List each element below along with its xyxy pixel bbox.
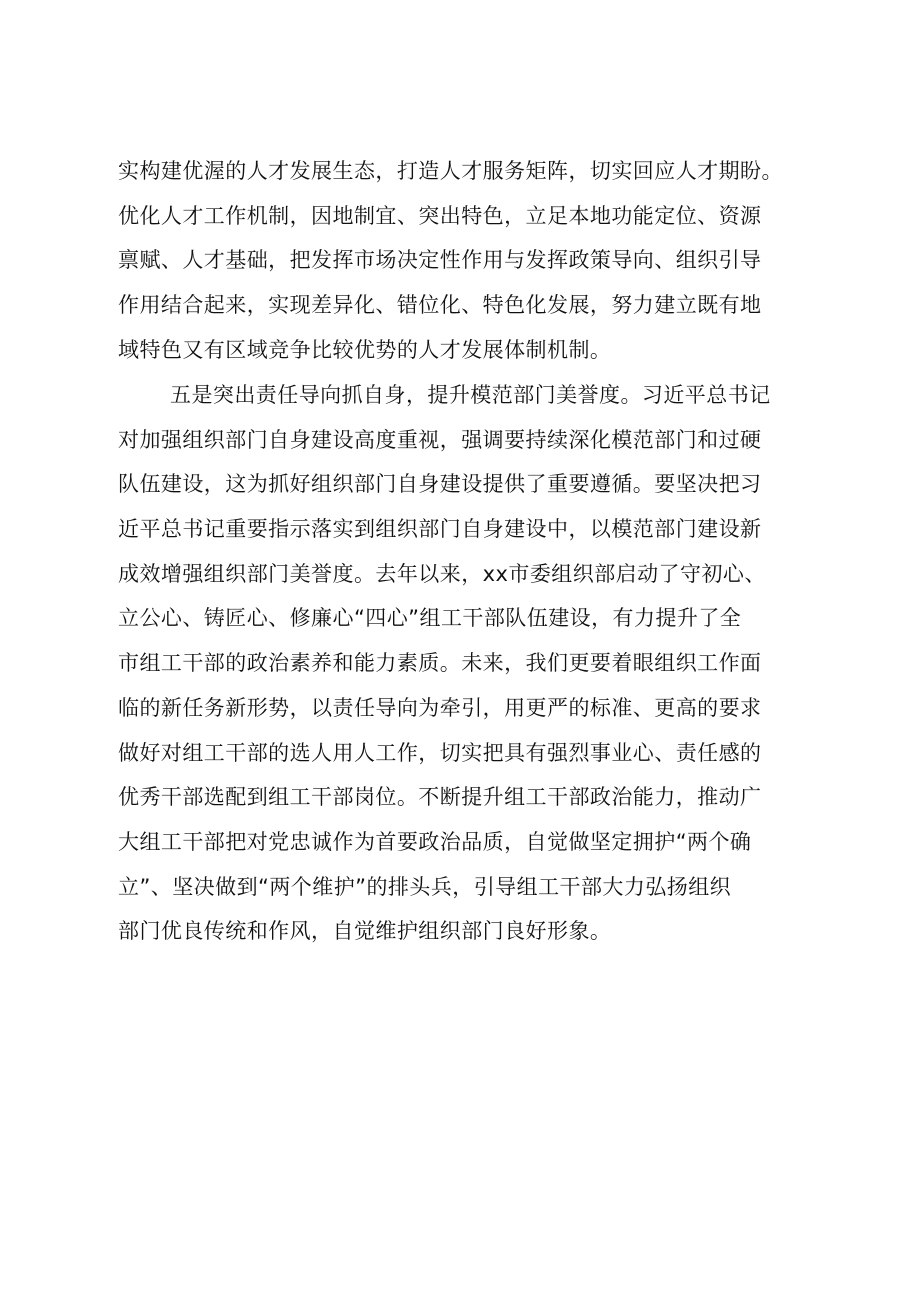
text-line: 实构建优渥的人才发展生态，打造人才服务矩阵，切实回应人才期盼。 xyxy=(118,159,783,183)
text-line: 域特色又有区域竞争比较优势的人才发展体制机制。 xyxy=(118,337,612,362)
text-line: 做好对组工干部的选人用人工作，切实把具有强烈事业心、责任感的 xyxy=(118,740,762,765)
text-line: 成效增强组织部门美誉度。去年以来，xx市委组织部启动了守初心、 xyxy=(118,561,766,586)
text-line: 五是突出责任导向抓自身，提升模范部门美誉度。习近平总书记 xyxy=(170,383,771,407)
text-line: 大组工干部把对党忠诚作为首要政治品质，自觉做坚定拥护“两个确 xyxy=(118,829,752,854)
text-line: 作用结合起来，实现差异化、错位化、特色化发展，努力建立既有地 xyxy=(118,293,762,318)
text-line: 市组工干部的政治素养和能力素质。未来，我们更要着眼组织工作面 xyxy=(118,651,762,676)
text-line: 优化人才工作机制，因地制宜、突出特色，立足本地功能定位、资源 xyxy=(118,203,762,228)
text-line: 禀赋、人才基础，把发挥市场决定性作用与发挥政策导向、组织引导 xyxy=(118,248,762,273)
text-line: 对加强组织部门自身建设高度重视，强调要持续深化模范部门和过硬 xyxy=(118,427,762,452)
text-line: 优秀干部选配到组工干部岗位。不断提升组工干部政治能力，推动广 xyxy=(118,785,762,810)
text-line: 临的新任务新形势，以责任导向为牵引，用更严的标准、更高的要求 xyxy=(118,695,762,720)
text-line: 近平总书记重要指示落实到组织部门自身建设中，以模范部门建设新 xyxy=(118,517,762,542)
paragraph-responsibility-orientation xyxy=(118,373,818,954)
text-line: 立公心、铸匠心、修廉心“四心”组工干部队伍建设，有力提升了全 xyxy=(118,606,742,631)
text-line: 队伍建设，这为抓好组织部门自身建设提供了重要遵循。要坚决把习 xyxy=(118,472,762,497)
text-line: 立”、坚决做到“两个维护”的排头兵，引导组工干部大力弘扬组织 xyxy=(118,874,732,899)
text-line: 部门优良传统和作风，自觉维护组织部门良好形象。 xyxy=(118,919,612,944)
paragraph-talent-mechanism xyxy=(118,149,818,372)
